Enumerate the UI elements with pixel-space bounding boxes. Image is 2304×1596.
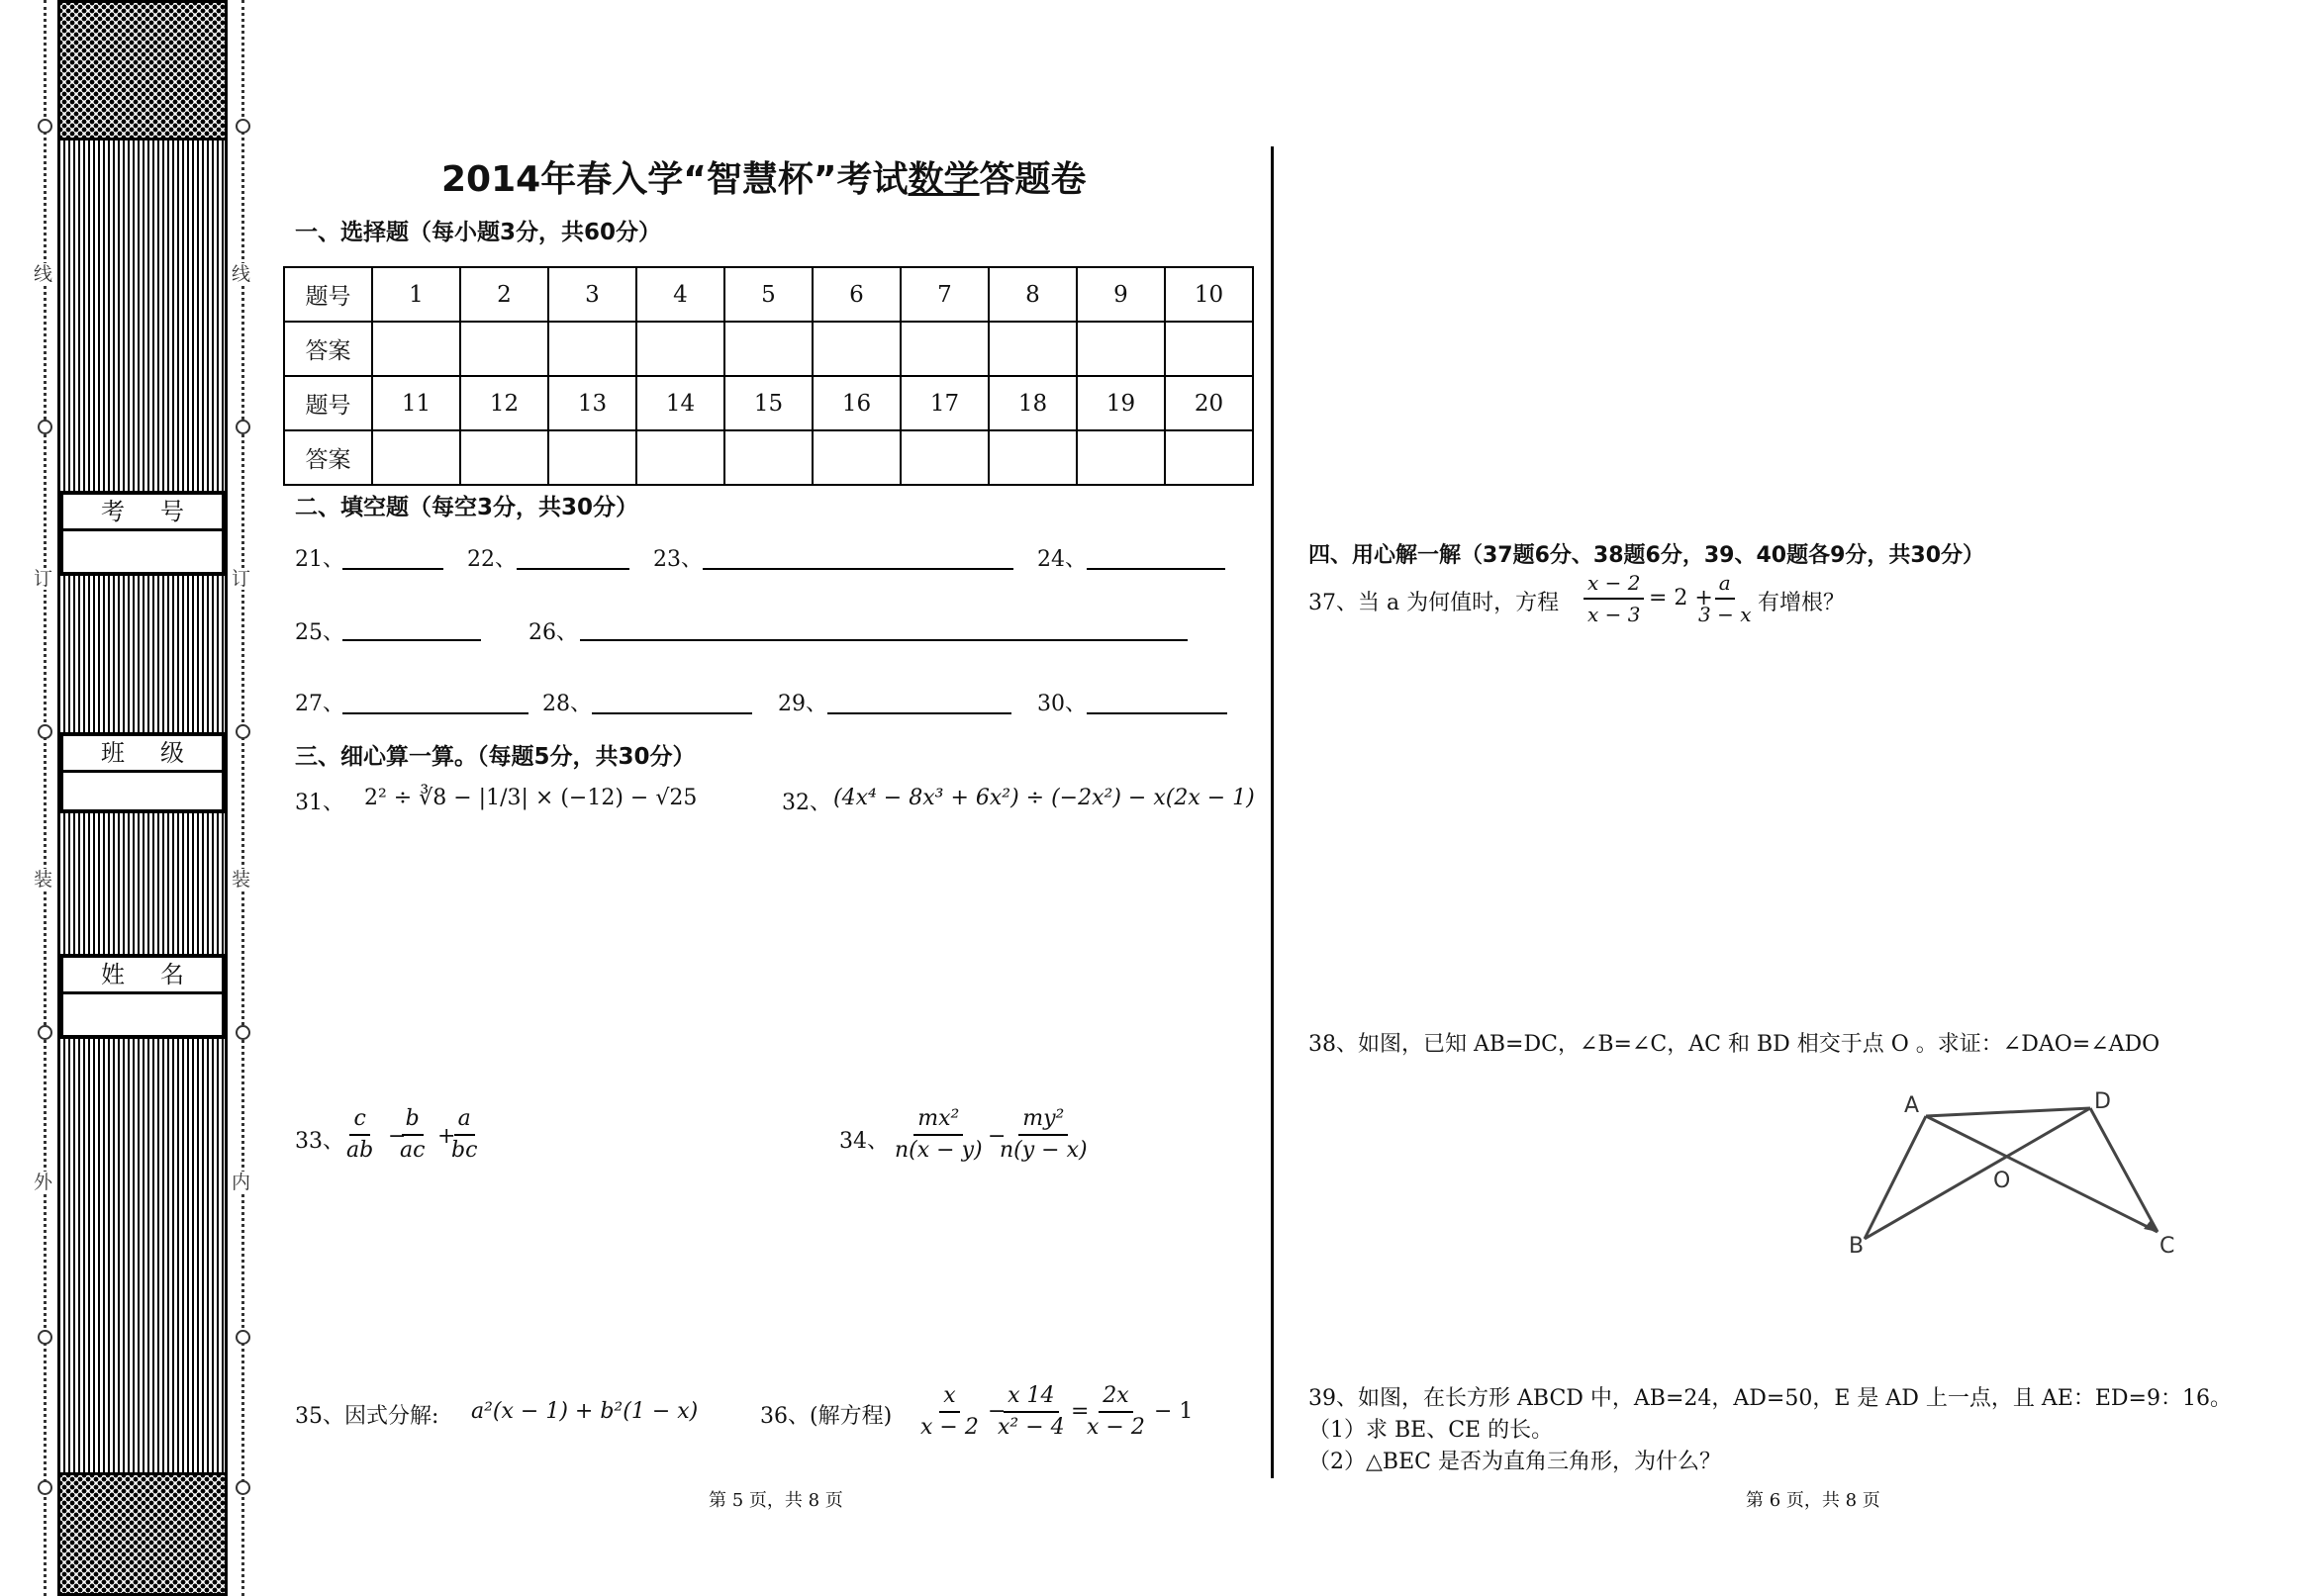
q36-fraction: $\frac{2x}{x - 2}$ xyxy=(1087,1383,1145,1440)
answer-cell[interactable] xyxy=(460,322,548,376)
question-number: 10 xyxy=(1165,267,1253,322)
q28-blank[interactable] xyxy=(592,712,752,714)
q33-fraction: $\frac{c}{ab}$ xyxy=(346,1106,374,1163)
question-number: 16 xyxy=(813,376,901,430)
exam-number-box xyxy=(59,491,226,576)
answer-table xyxy=(283,266,1254,486)
table-row xyxy=(284,267,1253,322)
q25-label: 25、 xyxy=(295,620,344,645)
binding-hole-icon xyxy=(38,119,52,134)
row-label: 题号 xyxy=(284,267,372,322)
question-number: 15 xyxy=(724,376,813,430)
point-label-b: B xyxy=(1849,1234,1865,1257)
exam-number-field[interactable] xyxy=(63,531,222,575)
question-number: 8 xyxy=(989,267,1077,322)
binding-label-inner: 装 xyxy=(232,869,251,891)
q33-fraction: $\frac{a}{bc}$ xyxy=(451,1106,478,1163)
class-label: 班级 xyxy=(63,736,222,773)
answer-cell[interactable] xyxy=(460,430,548,485)
title-subject: 数学 xyxy=(908,159,980,200)
question-number: 11 xyxy=(372,376,460,430)
answer-cell[interactable] xyxy=(989,322,1077,376)
table-row xyxy=(284,430,1253,485)
binding-label-outer: 订 xyxy=(34,568,53,590)
q36-operator: − 1 xyxy=(1154,1399,1194,1424)
q35-expression: a²(x − 1) + b²(1 − x) xyxy=(471,1399,699,1424)
outer-dotted-line xyxy=(44,0,47,1596)
point-label-c: C xyxy=(2160,1234,2175,1257)
q38-text: 38、如图，已知 AB=DC，∠B=∠C，AC 和 BD 相交于点 O 。求证：∠DAO=∠ADO xyxy=(1308,1032,2160,1057)
q27-label: 27、 xyxy=(295,692,344,716)
title-suffix: 答题卷 xyxy=(979,159,1087,200)
checker-pattern-top xyxy=(57,0,228,141)
q33-label: 33、 xyxy=(295,1129,344,1154)
q37-text-after: 有增根？ xyxy=(1758,591,1846,615)
question-number: 5 xyxy=(724,267,813,322)
q23-blank[interactable] xyxy=(703,568,1013,570)
binding-hole-icon xyxy=(236,1480,250,1495)
answer-cell[interactable] xyxy=(636,322,724,376)
answer-cell[interactable] xyxy=(901,322,989,376)
q24-label: 24、 xyxy=(1037,547,1087,572)
q30-label: 30、 xyxy=(1037,692,1087,716)
inner-dotted-line xyxy=(241,0,244,1596)
table-row xyxy=(284,322,1253,376)
binding-label-outer: 外 xyxy=(34,1172,53,1193)
binding-hole-icon xyxy=(38,1330,52,1345)
question-number: 19 xyxy=(1077,376,1165,430)
binding-label-outer: 装 xyxy=(34,869,53,891)
answer-cell[interactable] xyxy=(901,430,989,485)
binding-hole-icon xyxy=(38,420,52,434)
answer-cell[interactable] xyxy=(724,322,813,376)
point-label-o: O xyxy=(1993,1169,2011,1193)
q38-figure xyxy=(1841,1088,2207,1257)
q37-operator: = 2 + xyxy=(1649,586,1713,610)
class-box xyxy=(59,732,226,813)
answer-cell[interactable] xyxy=(813,322,901,376)
answer-cell[interactable] xyxy=(372,430,460,485)
answer-cell[interactable] xyxy=(724,430,813,485)
q21-label: 21、 xyxy=(295,547,344,572)
question-number: 14 xyxy=(636,376,724,430)
section1-heading: 一、选择题（每小题3分，共60分） xyxy=(295,220,662,245)
binding-label-inner: 线 xyxy=(232,263,251,285)
binding-label-outer: 线 xyxy=(34,263,53,285)
binding-hole-icon xyxy=(236,1025,250,1040)
section4-heading: 四、用心解一解（37题6分、38题6分，39、40题各9分，共30分） xyxy=(1308,543,1985,568)
row-label: 题号 xyxy=(284,376,372,430)
section3-heading: 三、细心算一算。（每题5分，共30分） xyxy=(295,744,696,770)
binding-hole-icon xyxy=(236,420,250,434)
title-main: 2014年春入学“智慧杯”考试 xyxy=(441,159,909,200)
q35-label: 35、因式分解: xyxy=(295,1404,439,1429)
q39-line2: （1）求 BE、CE 的长。 xyxy=(1308,1418,1554,1443)
question-number: 12 xyxy=(460,376,548,430)
question-number: 20 xyxy=(1165,376,1253,430)
row-label: 答案 xyxy=(284,430,372,485)
page-divider xyxy=(1271,146,1274,1478)
q37-fraction: $\frac{x - 2}{x - 3}$ xyxy=(1584,568,1644,629)
question-number: 7 xyxy=(901,267,989,322)
q25-blank[interactable] xyxy=(342,639,481,641)
name-box xyxy=(59,954,226,1039)
answer-cell[interactable] xyxy=(1077,430,1165,485)
point-label-a: A xyxy=(1904,1093,1920,1118)
q26-label: 26、 xyxy=(528,620,578,645)
q36-fraction: $\frac{x}{x - 2}$ xyxy=(920,1383,979,1440)
q32-expression: (4x⁴ − 8x³ + 6x²) ÷ (−2x²) − x(2x − 1) xyxy=(833,786,1255,810)
question-number: 13 xyxy=(548,376,636,430)
q34-operator: − xyxy=(988,1124,1007,1149)
q39-line3: （2）△BEC 是否为直角三角形，为什么？ xyxy=(1308,1450,1721,1474)
q32-label: 32、 xyxy=(782,791,831,815)
q29-label: 29、 xyxy=(778,692,827,716)
checker-pattern-bottom xyxy=(57,1472,228,1596)
binding-hole-icon xyxy=(236,1330,250,1345)
q34-fraction: $\frac{\text{mx²}}{n(x - y)}$ xyxy=(895,1106,983,1163)
exam-number-label: 考号 xyxy=(63,495,222,531)
q36-operator: = xyxy=(1071,1399,1090,1424)
binding-hole-icon xyxy=(38,1025,52,1040)
page-footer-right: 第 6 页，共 8 页 xyxy=(1746,1490,1880,1511)
q22-label: 22、 xyxy=(467,547,517,572)
q36-operator: − xyxy=(988,1399,1007,1424)
binding-hole-icon xyxy=(236,724,250,739)
q36-fraction: $\frac{x 14}{\text{x² − 4}}$ xyxy=(998,1383,1065,1440)
table-row xyxy=(284,376,1253,430)
binding-hole-icon xyxy=(38,724,52,739)
question-number: 4 xyxy=(636,267,724,322)
answer-cell[interactable] xyxy=(989,430,1077,485)
answer-cell[interactable] xyxy=(372,322,460,376)
point-label-d: D xyxy=(2094,1089,2111,1114)
name-label: 姓名 xyxy=(63,958,222,994)
question-number: 2 xyxy=(460,267,548,322)
question-number: 17 xyxy=(901,376,989,430)
q34-label: 34、 xyxy=(839,1129,889,1154)
answer-cell[interactable] xyxy=(1077,322,1165,376)
binding-label-inner: 内 xyxy=(232,1172,251,1193)
q33-operator: − xyxy=(388,1124,407,1149)
class-field[interactable] xyxy=(63,773,222,812)
page-footer-left: 第 5 页，共 8 页 xyxy=(709,1490,843,1511)
binding-hole-icon xyxy=(236,119,250,134)
q36-label: 36、(解方程) xyxy=(760,1404,893,1429)
answer-cell[interactable] xyxy=(813,430,901,485)
q23-label: 23、 xyxy=(653,547,703,572)
question-number: 6 xyxy=(813,267,901,322)
question-number: 18 xyxy=(989,376,1077,430)
q33-fraction: $\frac{b}{ac}$ xyxy=(400,1106,426,1163)
row-label: 答案 xyxy=(284,322,372,376)
q29-blank[interactable] xyxy=(827,712,1011,714)
q31-label: 31、 xyxy=(295,791,344,815)
page-title xyxy=(441,158,1087,202)
binding-hole-icon xyxy=(38,1480,52,1495)
name-field[interactable] xyxy=(63,994,222,1038)
q31-expression: 2² ÷ ∛8 − |1/3| × (−12) − √25 xyxy=(364,786,698,810)
question-number: 3 xyxy=(548,267,636,322)
q24-blank[interactable] xyxy=(1087,568,1225,570)
answer-cell[interactable] xyxy=(548,430,636,485)
q28-label: 28、 xyxy=(542,692,592,716)
question-number: 1 xyxy=(372,267,460,322)
q26-blank[interactable] xyxy=(580,639,1188,641)
q33-operator: + xyxy=(437,1124,456,1149)
q30-blank[interactable] xyxy=(1087,712,1227,714)
q37-text-before: 37、当 a 为何值时，方程 xyxy=(1308,591,1560,615)
question-number: 9 xyxy=(1077,267,1165,322)
q27-blank[interactable] xyxy=(342,712,528,714)
q22-blank[interactable] xyxy=(517,568,629,570)
section2-heading: 二、填空题（每空3分，共30分） xyxy=(295,495,639,520)
q34-fraction: $\frac{\text{my²}}{n(y - x)}$ xyxy=(1000,1106,1088,1163)
answer-cell[interactable] xyxy=(636,430,724,485)
binding-label-inner: 订 xyxy=(232,568,251,590)
q21-blank[interactable] xyxy=(342,568,443,570)
answer-cell[interactable] xyxy=(548,322,636,376)
answer-cell[interactable] xyxy=(1165,322,1253,376)
q39-line1: 39、如图，在长方形 ABCD 中，AB=24，AD=50，E 是 AD 上一点，且 AE：ED=9：16。 xyxy=(1308,1386,2232,1411)
answer-cell[interactable] xyxy=(1165,430,1253,485)
q37-fraction: $\frac{a}{3 - x}$ xyxy=(1698,568,1751,629)
